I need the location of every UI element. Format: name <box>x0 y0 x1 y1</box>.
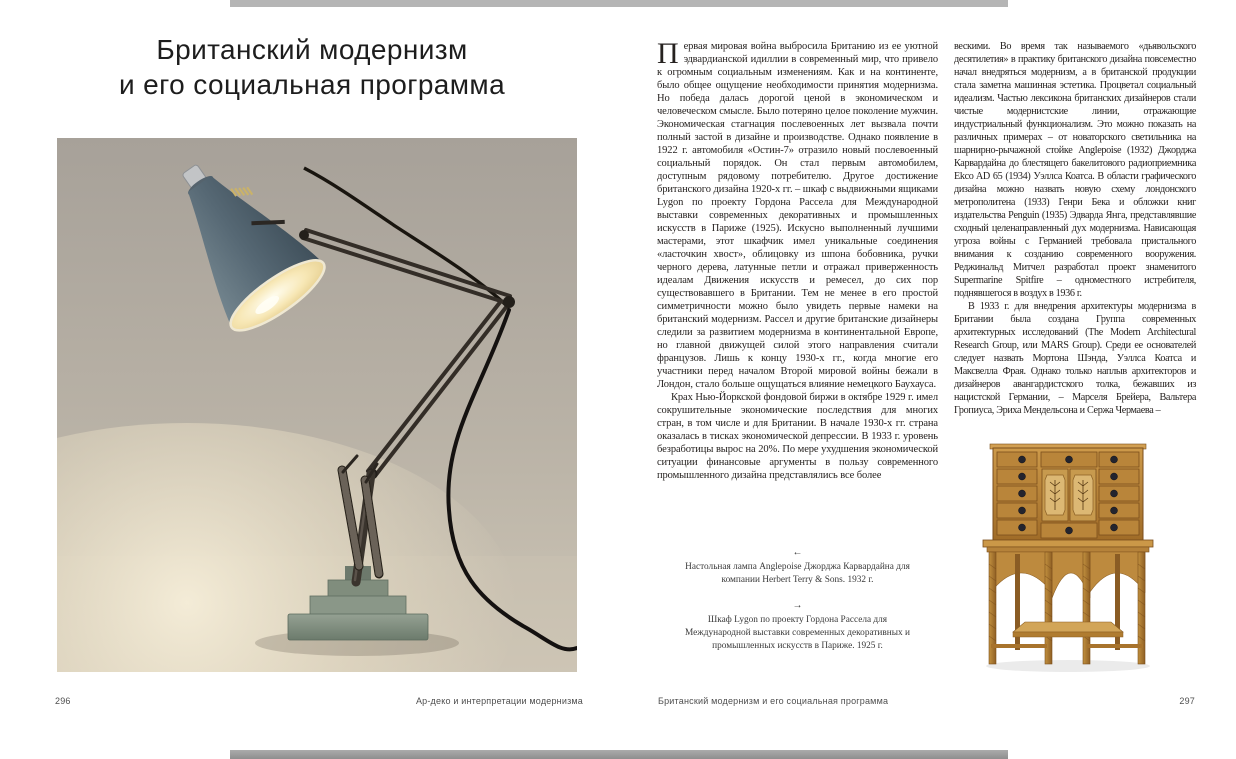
page-title-line2: и его социальная программа <box>118 69 506 100</box>
paragraph-4: В 1933 г. для внедрения архитектуры модернизма в Британии была создана Группа современных архитектурных исследований (The Modern Architectural Research Group, или MARS Group). Среди ее основателей следует назвать Мортона Шэнда, Уэллса Коатса и Максвелла Фрая. Однако только наплыв архитекторов и дизайнеров авангардистского толка, бежавших из нацистской Германии, – Марселя Брейера, Вальтера Гропиуса, Эриха Мендельсона и Сержа Чермаева – <box>954 301 1196 416</box>
cabinet-caption: Шкаф Lygon по проекту Гордона Рассела для Международной выставки современных декоративных и промышленных искусств в Париже. 1925 г. <box>685 615 910 651</box>
captions-block <box>657 547 938 653</box>
text-column-1 <box>657 37 938 482</box>
lamp-caption: Настольная лампа Anglepoise Джорджа Карвардайна для компании Herbert Terry & Sons. 1932 г. <box>685 562 910 585</box>
apron-arches <box>991 552 1145 598</box>
left-running-footer: Ар-деко и интерпретации модернизма <box>415 696 583 706</box>
paragraph-1: Первая мировая война выбросила Британию из ее уютной эдвардианской идиллии в современный мир, что привело к огромным социальным изменениям. Как и на континенте, было общее ощущение необходимости принятия модернизма. Но победа далась дорогой ценой в экономическом и человеческом смысле. Было потеряно целое поколение мужчин. Экономическая стагнация послевоенных лет вызвала почти полный застой в дизайне и производстве. Однако появление в 1922 г. автомобиля «Остин-7» отразило новый послевоенный социальный порядок. Он стал первым автомобилем, доступным рядовому потребителю. Другое достижение британского дизайна 1920-х гг. – шкаф с выдвижными ящиками Lygon по проекту Гордона Рассела для Международной выставки современных декоративных и промышленных искусств в Париже (1925). Искусно выполненный лучшими мастерами, этот шкафчик имел уникальные соединения «ласточкин хвост», облицовку из шпона бобовника, ручки черного дерева, латунные петли и отражал приверженность идеалам Движения искусств и ремесел, до сих пор существовавшего в Британии. Тем не менее в его простой симметричности можно было увидеть первые намеки на британский модернизм. Рассел и другие британские дизайнеры следили за развитием модернизма в континентальной Европе, но главной движущей силой этого направления считали французов. Лишь к концу 1930-х гг., когда многие его участники перед началом Второй мировой войны бежали в Лондон, стало больше ощущаться влияние немецкого Баухауса. <box>657 37 938 390</box>
cabinet-chest <box>990 444 1146 540</box>
left-page-footer <box>55 696 583 706</box>
cabinet-stand <box>983 540 1153 664</box>
page-title <box>57 32 567 102</box>
book-edge-bottom <box>230 750 1008 759</box>
right-page-number: 297 <box>1179 696 1195 706</box>
text-column-2 <box>954 40 1196 417</box>
lygon-cabinet-photo <box>975 442 1161 672</box>
page-title-line1: Британский модернизм <box>156 34 468 65</box>
anglepoise-lamp-photo <box>57 138 577 672</box>
paragraph-3: вескими. Во время так называемого «дьявольского десятилетия» в практику британского дизайна повсеместно начал внедряться модернизм, а в британской продукции стала заметна машинная эстетика. Процветал социальный идеализм. Частью лексикона британских дизайнеров стали чистые модернистские линии, отражающие индустриальный функционализм. Это можно показать на различных примерах – от новаторского светильника на шарнирно-рычажной стойке Anglepoise (1932) Джорджа Карвардайна до блестящего бакелитового радиоприемника Ekco AD 65 (1934) Уэллса Коатса. В области графического дизайна можно назвать новую схему лондонского метрополитена (1933) Генри Бека и обложки книг издательства Penguin (1935) Эдварда Янга, представлявшие сходный целенаправленный дух модернизма. Нависающая угроза войны с Германией требовала пристального внимания к созданию современного вооружения. Реджинальд Митчел разработал проект знаменитого Supermarine Spitfire – одноместного истребителя, поднявшегося в воздух в 1936 г. <box>954 41 1196 299</box>
lower-shelf <box>991 622 1143 648</box>
anglepoise-lamp-illustration <box>57 138 577 672</box>
lygon-cabinet-illustration <box>975 442 1161 672</box>
drop-cap: П <box>657 37 679 70</box>
right-page-footer <box>658 696 1195 706</box>
left-arrow-icon: ← <box>792 547 803 558</box>
paragraph-2: Крах Нью-Йоркской фондовой биржи в октябре 1929 г. имел сокрушительные экономические последствия для многих стран, в том числе и для Британии. В начале 1930-х гг. страна оказалась в тисках экономической депрессии. В 1933 г. уровень безработицы вырос на 20%. По мере ухудшения экономической ситуации финансовые аргументы в пользу современного промышленного дизайна представлялись все более <box>657 392 938 481</box>
right-arrow-icon: → <box>792 600 803 611</box>
right-running-footer: Британский модернизм и его социальная программа <box>658 696 889 706</box>
left-page-number: 296 <box>55 696 71 706</box>
book-edge-top <box>230 0 1008 7</box>
